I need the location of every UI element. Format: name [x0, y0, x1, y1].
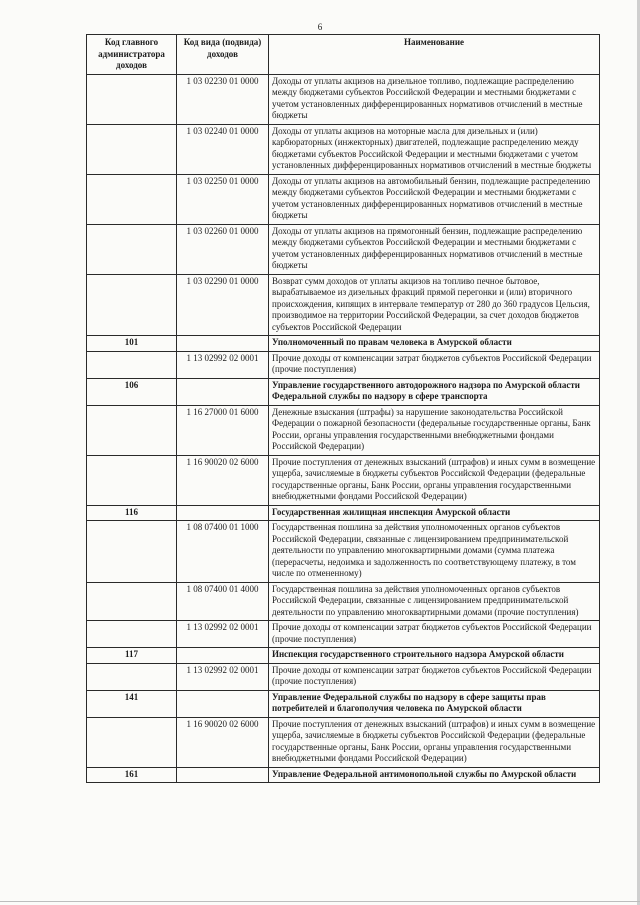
administrator-row: [87, 767, 600, 783]
admin-code-cell: 116: [87, 505, 177, 521]
name-cell: Доходы от уплаты акцизов на автомобильный бензин, подлежащие распределению между бюджетами субъектов Российской Федерации и местными бюджетами с учетом установленных дифференцированных нормативов отчислений в местные бюджеты: [269, 174, 600, 224]
administrator-row: [87, 648, 600, 664]
revenue-code-cell: [177, 378, 269, 405]
table-row: [87, 521, 600, 583]
revenue-codes-table: [86, 34, 600, 783]
revenue-code-cell: 1 03 02240 01 0000: [177, 124, 269, 174]
table-row: [87, 351, 600, 378]
admin-code-cell: 141: [87, 690, 177, 717]
table-row: [87, 455, 600, 505]
admin-code-cell: [87, 124, 177, 174]
admin-code-cell: [87, 274, 177, 336]
name-cell: Управление Федеральной службы по надзору в сфере защиты прав потребителей и благополучия человека по Амурской области: [269, 690, 600, 717]
revenue-code-cell: [177, 690, 269, 717]
name-cell: Прочие доходы от компенсации затрат бюджетов субъектов Российской Федерации (прочие поступления): [269, 621, 600, 648]
revenue-code-cell: 1 03 02230 01 0000: [177, 74, 269, 124]
admin-code-cell: 106: [87, 378, 177, 405]
name-cell: Доходы от уплаты акцизов на моторные масла для дизельных и (или) карбюраторных (инжекторных) двигателей, подлежащие распределению между бюджетами субъектов Российской Федерации и местными бюджетами с учетом установленных дифференцированных нормативов отчислений в местные бюджеты: [269, 124, 600, 174]
revenue-code-cell: 1 13 02992 02 0001: [177, 351, 269, 378]
header-revenue-type-code: Код вида (подвида) доходов: [177, 35, 269, 75]
name-cell: Прочие доходы от компенсации затрат бюджетов субъектов Российской Федерации (прочие поступления): [269, 663, 600, 690]
admin-code-cell: [87, 351, 177, 378]
name-cell: Управление Федеральной антимонопольной службы по Амурской области: [269, 767, 600, 783]
name-cell: Инспекция государственного строительного надзора Амурской области: [269, 648, 600, 664]
administrator-row: [87, 336, 600, 352]
name-cell: Прочие доходы от компенсации затрат бюджетов субъектов Российской Федерации (прочие поступления): [269, 351, 600, 378]
name-cell: Управление государственного автодорожного надзора по Амурской области Федеральной службы по надзору в сфере транспорта: [269, 378, 600, 405]
name-cell: Государственная жилищная инспекция Амурской области: [269, 505, 600, 521]
scan-bottom-line: [0, 901, 640, 902]
table-row: [87, 74, 600, 124]
table-row: [87, 621, 600, 648]
table-row: [87, 124, 600, 174]
admin-code-cell: 101: [87, 336, 177, 352]
table-header: [87, 35, 600, 75]
revenue-code-cell: 1 03 02290 01 0000: [177, 274, 269, 336]
revenue-code-cell: 1 16 27000 01 6000: [177, 405, 269, 455]
admin-code-cell: [87, 174, 177, 224]
name-cell: Возврат сумм доходов от уплаты акцизов на топливо печное бытовое, вырабатываемое из дизельных фракций прямой перегонки и (или) вторичного происхождения, кипящих в интервале температур от 280 до 360 градусов Цельсия, производимое на территории Российской Федерации, за счет доходов бюджетов субъектов Российской Федерации: [269, 274, 600, 336]
name-cell: Прочие поступления от денежных взысканий (штрафов) и иных сумм в возмещение ущерба, зачисляемые в бюджеты субъектов Российской Федерации (федеральные государственные органы, Банк России, органы управления государственными внебюджетными фондами Российской Федерации): [269, 717, 600, 767]
revenue-code-cell: 1 13 02992 02 0001: [177, 621, 269, 648]
name-cell: Уполномоченный по правам человека в Амурской области: [269, 336, 600, 352]
admin-code-cell: [87, 521, 177, 583]
name-cell: Доходы от уплаты акцизов на прямогонный бензин, подлежащие распределению между бюджетами субъектов Российской Федерации и местными бюджетами с учетом установленных дифференцированных нормативов отчислений в местные бюджеты: [269, 224, 600, 274]
table-row: [87, 663, 600, 690]
admin-code-cell: [87, 455, 177, 505]
admin-code-cell: [87, 621, 177, 648]
revenue-code-cell: 1 16 90020 02 6000: [177, 455, 269, 505]
header-admin-code: Код главного администратора доходов: [87, 35, 177, 75]
table-row: [87, 174, 600, 224]
revenue-code-cell: 1 03 02260 01 0000: [177, 224, 269, 274]
revenue-code-cell: [177, 767, 269, 783]
administrator-row: [87, 378, 600, 405]
name-cell: Прочие поступления от денежных взысканий (штрафов) и иных сумм в возмещение ущерба, зачисляемые в бюджеты субъектов Российской Федерации (федеральные государственные органы, Банк России, органы управления государственными внебюджетными фондами Российской Федерации): [269, 455, 600, 505]
header-name: Наименование: [269, 35, 600, 75]
page-number: 6: [317, 22, 323, 32]
table-row: [87, 274, 600, 336]
admin-code-cell: [87, 74, 177, 124]
name-cell: Доходы от уплаты акцизов на дизельное топливо, подлежащие распределению между бюджетами субъектов Российской Федерации и местными бюджетами с учетом установленных дифференцированных нормативов отчислений в местные бюджеты: [269, 74, 600, 124]
revenue-code-cell: [177, 336, 269, 352]
revenue-code-cell: 1 03 02250 01 0000: [177, 174, 269, 224]
admin-code-cell: 161: [87, 767, 177, 783]
administrator-row: [87, 505, 600, 521]
table-row: [87, 405, 600, 455]
admin-code-cell: [87, 405, 177, 455]
revenue-code-cell: 1 16 90020 02 6000: [177, 717, 269, 767]
table-row: [87, 224, 600, 274]
revenue-code-cell: 1 13 02992 02 0001: [177, 663, 269, 690]
revenue-code-cell: [177, 648, 269, 664]
name-cell: Государственная пошлина за действия уполномоченных органов субъектов Российской Федерации, связанные с лицензированием предпринимательской деятельности по управлению многоквартирными домами (прочие поступления): [269, 582, 600, 621]
admin-code-cell: 117: [87, 648, 177, 664]
table-header-row: [87, 35, 600, 75]
table-row: [87, 582, 600, 621]
revenue-code-cell: 1 08 07400 01 1000: [177, 521, 269, 583]
admin-code-cell: [87, 717, 177, 767]
table-row: [87, 717, 600, 767]
table-body: [87, 74, 600, 783]
name-cell: Денежные взыскания (штрафы) за нарушение законодательства Российской Федерации о пожарной безопасности (федеральные государственные органы, Банк России, органы управления государственными внебюджетными фондами Российской Федерации): [269, 405, 600, 455]
administrator-row: [87, 690, 600, 717]
admin-code-cell: [87, 663, 177, 690]
revenue-code-cell: [177, 505, 269, 521]
admin-code-cell: [87, 224, 177, 274]
revenue-code-cell: 1 08 07400 01 4000: [177, 582, 269, 621]
name-cell: Государственная пошлина за действия уполномоченных органов субъектов Российской Федерации, связанные с лицензированием предпринимательской деятельности по управлению многоквартирными домами (сумма платежа (перерасчеты, недоимка и задолженность по соответствующему платежу, в том числе по отмененному): [269, 521, 600, 583]
admin-code-cell: [87, 582, 177, 621]
